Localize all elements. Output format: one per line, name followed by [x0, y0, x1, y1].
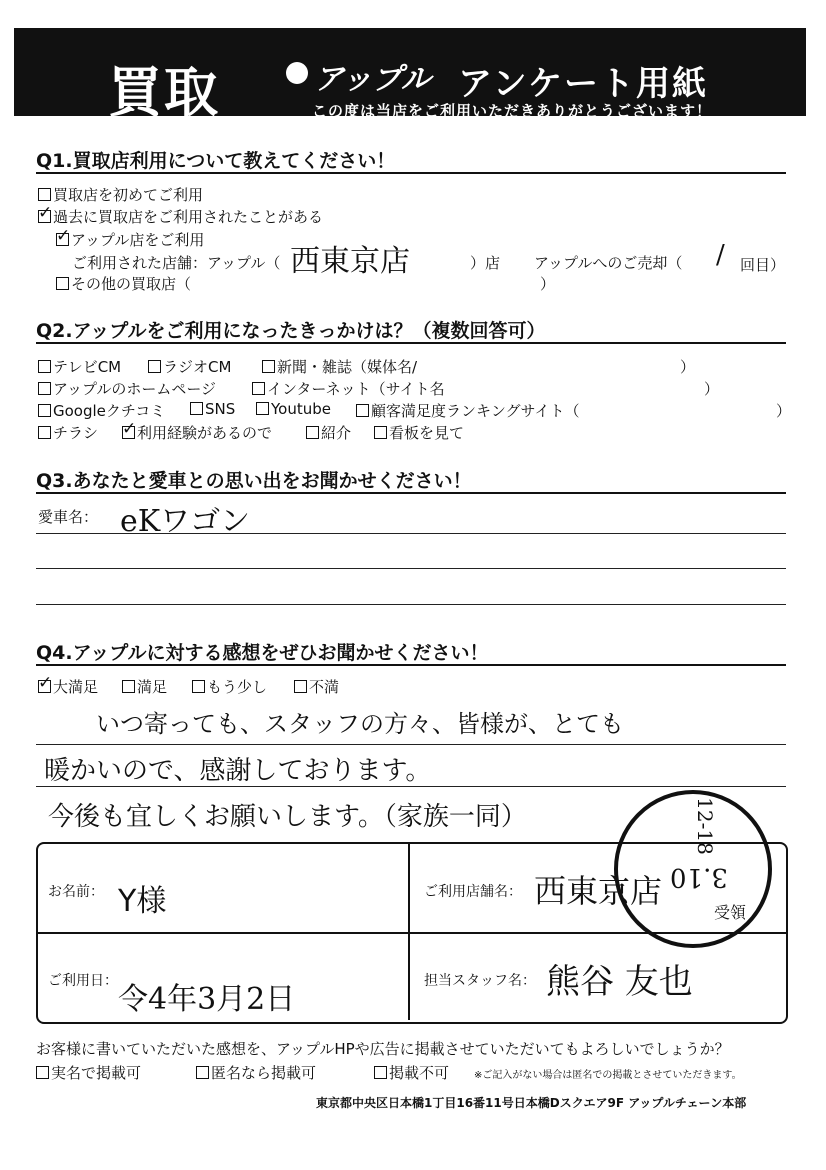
q4-little-more[interactable]: もう少し [192, 676, 267, 697]
q2-ranking-close: ） [776, 402, 792, 420]
q1-store-suffix: ）店 [470, 254, 501, 272]
q4-title: Q4.アップルに対する感想をぜひお聞かせください！ [36, 642, 489, 664]
q4-rule [36, 664, 786, 666]
q4-comment-line-1[interactable]: いつ寄っても、スタッフの方々、皆様が、とても [96, 710, 624, 738]
checkbox[interactable] [190, 402, 203, 415]
q4-comment-line-3[interactable]: 今後も宜しくお願いします。（家族一同） [48, 802, 527, 832]
checkbox[interactable] [306, 426, 319, 439]
checkbox[interactable] [356, 404, 369, 417]
checkbox[interactable] [148, 360, 161, 373]
checkbox-checked[interactable] [38, 210, 51, 223]
footer-address: 東京都中央区日本橋1丁目16番11号日本橋Dスクエア9F アップルチェーン本部 [316, 1096, 747, 1110]
checkbox[interactable] [38, 426, 51, 439]
staff-value[interactable]: 熊谷 友也 [546, 962, 693, 1002]
q1-rule [36, 172, 786, 174]
name-label: お名前： [48, 884, 104, 900]
q2-youtube[interactable]: Youtube [256, 400, 331, 418]
stamp-line-1: 12-18 [692, 797, 717, 855]
kaitori-title: 買取 [108, 61, 220, 124]
checkbox[interactable] [374, 426, 387, 439]
checkbox[interactable] [38, 188, 51, 201]
checkbox[interactable] [38, 382, 51, 395]
checkbox[interactable] [374, 1066, 387, 1079]
checkbox-checked[interactable] [38, 680, 51, 693]
q2-news[interactable]: 新聞・雑誌（媒体名/ [262, 356, 417, 377]
q2-internet[interactable]: インターネット（サイト名 [252, 378, 445, 399]
checkbox[interactable] [56, 277, 69, 290]
q1-visits-suffix: 回目） [740, 256, 786, 274]
q3-title: Q3.あなたと愛車との思い出をお聞かせください！ [36, 470, 472, 492]
q2-signboard[interactable]: 看板を見て [374, 422, 464, 443]
stamp-line-2: 3.10 [670, 862, 728, 892]
q2-title: Q2.アップルをご利用になったきっかけは？（複数回答可） [36, 320, 546, 342]
q3-line-1 [36, 533, 786, 534]
thanks-message: この度は当店をご利用いただきありがとうございます！ [312, 102, 713, 120]
q3-car-value[interactable]: eKワゴン [120, 504, 251, 539]
q2-news-close: ） [680, 358, 696, 376]
checkbox[interactable] [38, 404, 51, 417]
header-banner [14, 28, 806, 124]
checkbox-checked[interactable] [122, 426, 135, 439]
q1-first-time[interactable]: 買取店を初めてご利用 [38, 184, 203, 205]
q2-flyer[interactable]: チラシ [38, 422, 98, 443]
store-value[interactable]: 西東京店 [534, 872, 663, 910]
q2-tv[interactable]: テレビCM [38, 356, 121, 377]
q1-visits-label: アップルへのご売却（ [534, 254, 683, 272]
checkbox[interactable] [122, 680, 135, 693]
q4-comment-line-2[interactable]: 暖かいので、感謝しております。 [44, 756, 432, 786]
q4-very-satisfied[interactable]: ✓大満足 [38, 676, 98, 697]
q1-other-close: ） [540, 275, 556, 293]
checkbox[interactable] [192, 680, 205, 693]
consent-anonymous[interactable]: 匿名なら掲載可 [196, 1062, 316, 1083]
q3-line-3 [36, 604, 786, 605]
checkbox[interactable] [262, 360, 275, 373]
q2-referral[interactable]: 紹介 [306, 422, 351, 443]
consent-real-name[interactable]: 実名で掲載可 [36, 1062, 141, 1083]
q2-internet-close: ） [704, 380, 720, 398]
store-label: ご利用店舗名： [424, 884, 522, 900]
q1-visits-value[interactable]: / [716, 240, 725, 270]
q4-unsatisfied[interactable]: 不満 [294, 676, 339, 697]
q1-used-apple[interactable]: ✓アップル店をご利用 [56, 229, 204, 250]
checkbox[interactable] [36, 1066, 49, 1079]
staff-label: 担当スタッフ名： [424, 973, 536, 989]
date-label: ご利用日： [48, 973, 118, 989]
q3-car-label: 愛車名： [38, 508, 99, 526]
brand-name: アップル [314, 62, 431, 97]
q4-line-2 [36, 786, 786, 787]
q2-experience[interactable]: ✓ 利用経験があるので [122, 422, 272, 443]
checkbox[interactable] [196, 1066, 209, 1079]
consent-note: ※ご記入がない場合は匿名での掲載とさせていただきます。 [474, 1070, 742, 1081]
date-value[interactable]: 令4年3月2日 [118, 982, 296, 1017]
checkbox[interactable] [38, 360, 51, 373]
apple-logo-icon [286, 62, 308, 84]
q2-ranking[interactable]: 顧客満足度ランキングサイト（ [356, 400, 580, 421]
checkbox[interactable] [252, 382, 265, 395]
q1-store-label: ご利用された店舗：アップル（ [72, 254, 281, 272]
stamp-line-3: 受領 [714, 903, 747, 922]
checkbox-checked[interactable] [56, 233, 69, 246]
name-value[interactable]: Y様 [118, 884, 167, 919]
q2-rule [36, 342, 786, 344]
q1-other-store[interactable]: その他の買取店（ [56, 273, 191, 294]
checkbox[interactable] [294, 680, 307, 693]
q4-line-1 [36, 744, 786, 745]
q3-line-2 [36, 568, 786, 569]
consent-question: お客様に書いていただいた感想を、アップルHPや広告に掲載させていただいてもよろしいでしょうか？ [36, 1040, 730, 1058]
q1-used-before[interactable]: ✓過去に買取店をご利用されたことがある [38, 206, 323, 227]
consent-no-publish[interactable]: 掲載不可 [374, 1062, 449, 1083]
received-stamp [614, 790, 772, 948]
q3-rule [36, 492, 786, 494]
survey-title: アンケート用紙 [458, 64, 708, 104]
q2-google[interactable]: Googleクチコミ [38, 400, 165, 421]
q2-radio[interactable]: ラジオCM [148, 356, 231, 377]
q1-store-value[interactable]: 西東京店 [290, 244, 410, 279]
checkbox[interactable] [256, 402, 269, 415]
q1-title: Q1.買取店利用について教えてください！ [36, 150, 396, 172]
q2-sns[interactable]: SNS [190, 400, 235, 418]
q2-homepage[interactable]: アップルのホームページ [38, 378, 216, 399]
q4-satisfied[interactable]: 満足 [122, 676, 167, 697]
